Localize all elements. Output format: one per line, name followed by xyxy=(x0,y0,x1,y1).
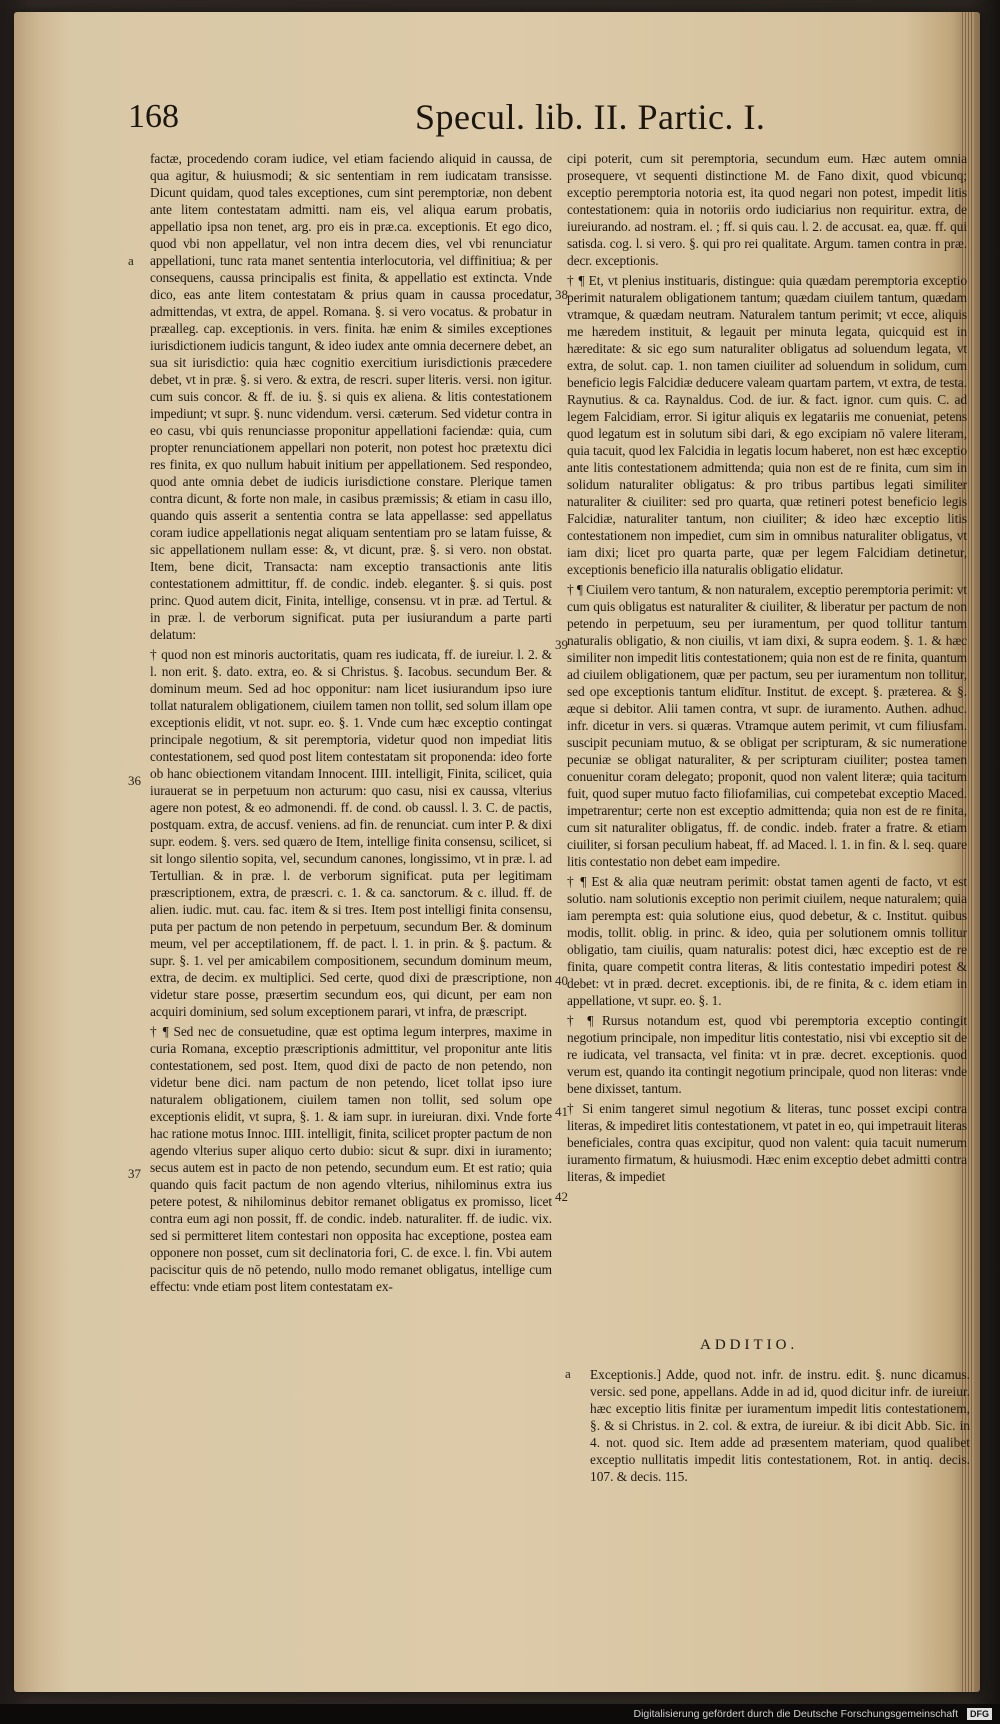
margin-number-41: 41 xyxy=(555,1104,568,1119)
right-paragraph: † ¶ Rursus notandum est, quod vbi peremptoria exceptio contingit negotium principale, non impeditur litis contestatio, nisi vbi exceptio sit de re iudicata, vel transacta, vel finita: vt in præ. decret. exceptionis. quod verum est, quando ita contingit negotium principale, quod non literas: vnde bene dixisset, tantum. xyxy=(567,1013,967,1096)
margin-number-38: 38 xyxy=(555,287,568,302)
additio-mark: a xyxy=(565,1366,571,1381)
margin-number-36: 36 xyxy=(128,773,141,788)
additio-text: Exceptionis.] Adde, quod not. infr. de instru. edit. §. nunc dicamus. versic. sed pone, appellans. Adde in ad id, quod dicitur infr. de iureiur. hæc exceptio litis finitæ per iuramentum impedit litis contestationem, §. & si Christus. in 2. col. & extra, de iureiur. & ibi dicit Abb. Sic. in 4. not. quod sic. Item adde ad præsentem materiam, quod qualibet exceptio nullitatis impedit litis contestationem, Rot. in antiq. decis. 107. & decis. 115. xyxy=(590,1367,970,1484)
right-paragraph: † Si enim tangeret simul negotium & literas, tunc posset excipi contra literas, & impediret litis contestationem, vt patet in eo, qui impetrauit literas beneficiales, contra quas excipitur, quod non valent: quia tacuit numerum iuramento firmatum, & huiusmodi. Hæc enim exceptio debet admitti contra literas, & impediet xyxy=(567,1101,967,1184)
right-paragraph: cipi poterit, cum sit peremptoria, secundum eum. Hæc autem omnia prosequere, vt sequenti distinctione M. de Fano dixit, quod vbicunq; exceptio peremptoria notoria est, ita quod negari non potest, impedit litis contestationem: quia in notoriis ordo iudiciarius non requiritur. extra, de iureiurando. ad nostram. el. ; ff. si quis cau. l. 2. de accusat. ea, quæ. ff. qui satisda. cog. l. si vero. §. qui pro rei qualitate. Argum. tamen contra in præ. decr. exceptionis. xyxy=(567,151,967,268)
margin-number-40: 40 xyxy=(555,973,568,988)
margin-number-42: 42 xyxy=(555,1189,568,1204)
left-paragraph: factæ, procedendo coram iudice, vel etiam faciendo aliquid in caussa, de qua agitur, & huiusmodi; & sic sententiam in rem iudicatam transisse. Dicunt quidam, quod tales exceptiones, cum sint peremptoriæ, non debent ante litem contestatam admitti. nam eis, vel aliqua earum probatis, appellatio ipsa non tenet, arg. pro eis in præ.ca. exceptionis. Et ego dico, quod vbi non appellatur, vel non intra decem dies, vel vbi renunciatur appellationi, tunc rata manet sententia interlocutoria, vel diffinitiua; & per consequens, caussa principalis est finita, & appellatio est extincta. Vnde dico, eas ante litem contestatam & prius quam in caussa procedatur, admittendas, vt extra, de appel. Romana. §. si vero vocatus. & probatur in præalleg. cap. exceptionis. in vers. finita. hæ enim & similes exceptiones iurisdictionem iudicis tangunt, & ideo iudex ante omnia decernere debet, an sua sit iurisdictio: quia hæc cognitio exercitium iurisdictionis præcedere debet, vt in præ. §. si vero. & extra, de rescri. super literis. versi. non igitur. cum suis concor. & ff. de iu. §. si quis ex aliena. & litis contestationem impediunt; vt supr. §. nunc videndum. versi. cæterum. Sed videtur contra in eo casu, vbi quis renunciasse proponitur appellationi faciendæ: quia, cum propter renunciationem appellari non poterit, non potest hoc prætextu dici res finita, ex quo nullum habuit initium per appellationem. Sed respondeo, quod ante omnia debet de iudicis iurisdictione constare. Plerique tamen contra dicunt, & forte non male, in casibus præmissis; & etiam in casu illo, quando quis asserit a sententia contra se lata appellasse: sed appellatus coram iudice appellationis negat aliquam sententiam pro se latam fuisse, & sic appellationem nullam esse: &, vt dicunt, præ. §. si vero. non obstat. Item, bene dicit, Transacta: nam exceptio transactionis ante litis contestationem admittitur, ff. de condic. indeb. eleganter. §. si quis. post princ. Quod autem dicit, Finita, intellige, consensu. vt in præ. ad Tertul. & in præ. l. de verborum significat. puta per iusiurandum a parte parti delatum: xyxy=(150,151,552,642)
margin-number-39: 39 xyxy=(555,637,568,652)
margin-note-a: a xyxy=(128,253,134,268)
left-paragraph: † quod non est minoris auctoritatis, quam res iudicata, ff. de iureiur. l. 2. & l. non erit. §. dato. extra, eo. & si Christus. §. Iacobus. secundum Ber. & dominum meum. Sed ad hoc opponitur: nam licet iusiurandum ipso iure tollat naturalem obligationem, ciuilem tamen non tollit, sed solum illam ope exceptionis elidit, vt not. supr. eo. §. 1. Vnde cum hæc exceptio contingat principale negotium, & sit peremptoria, videtur quod non impediat litis contestationem, sed quod post litem contestatam sit proponenda: ideo forte ob hanc obiectionem vitandam Innocent. IIII. intelligit, Finita, scilicet, quia iurauerat se in perpetuum non acturum: quo casu, nisi ex caussa, vlterius agere non potest, & eo admonendi. ff. de cond. ob caussl. l. 3. C. de pactis, postquam. extra, de accusf. veniens. ad fin. de renunciat. cum inter P. & dixi supr. eodem. §. vers. sed quæro de Item, intellige finita consensu, scilicet, si sit longo silentio sopita, vel, secundum canones, longissimo, vt in præ. l. ad Tertullian. & in præ. l. de verborum significat. puta per legitimam præscriptionem, extra, de præscri. c. 1. & ca. sanctorum. & c. illud. ff. de alien. iudic. mut. cau. fac. item & si tres. Item post intelligi finita consensu, puta per pactum de non petendo in perpetuum, secundum Ber. & dominum meum, vel per acceptilationem, ff. de pact. l. 1. in prin. & §. pactum. & supr. §. 1. vel per amicabilem compositionem, secundum dominum meum, extra, de decim. ex multiplici. Sed certe, quod dixi de præscriptione, non videtur stare posse, præsertim secundum eos, qui dicunt, per eam non acquiri dominium, sed solum exceptionem parari, vt infra, de præscript. xyxy=(150,647,552,1019)
additio-heading: ADDITIO. xyxy=(700,1337,799,1353)
margin-number-37: 37 xyxy=(128,1166,141,1181)
right-column xyxy=(567,150,967,1188)
left-column xyxy=(150,150,552,1298)
left-paragraph: † ¶ Sed nec de consuetudine, quæ est optima legum interpres, maxime in curia Romana, exceptio præscriptionis admittitur, vel proponitur ante litis contestationem, sed post. Item, quod dixi de pacto de non petendo, non videtur bene dici. nam pactum de non petendo, licet tollat ipso iure naturalem obligationem, ciuilem tamen non tollit, sed solum ope exceptionis elidit, vt supra, §. 1. & iam supr. in iureiuran. dixi. Vnde forte hac ratione motus Innoc. IIII. intelligit, finita, scilicet propter pactum de non agendo vlterius super aliquo certo dubio: sicut & supr. dixi in iuramento; secus autem est in pacto de non petendo, secundum eum. Et est ratio; quia quando quis facit pactum de non agendo vlterius, nihilominus extra ius petere potest, & nihilominus debitor remanet obligatus ex promisso, licet contra eum agi non possit, ff. de condic. indeb. naturaliter. ff. de iudic. vix. sed si permitteret litem contestari non opposita hac exceptione, postea eam opponere non posset, cum sit declinatoria fori, C. de exce. l. fin. Vbi autem paciscitur quis de nō petendo, nullo modo remanet obligatus, intellige cum effectu: vnde etiam post litem contestatam ex- xyxy=(150,1024,552,1294)
right-paragraph: † ¶ Est & alia quæ neutram perimit: obstat tamen agenti de facto, vt est solutio. nam solutionis exceptio non perimit ciuilem, neque naturalem; quia iam perempta est: quia solutione eius, quod debetur, & c. Institut. quibus modis, tollit. oblig. in princ. & ideo, quia per solutionem omnis tollitur obligatio, tam ciuilis, quam naturalis: potest dici, hæc exceptio est de re finita, quare competit contra literas, & litis contestatio impediri potest & debet: vt in præd. decret. exceptionis. ibi, de re finita, & c. idem etiam in appellatione, vt supr. eo. §. 1. xyxy=(567,874,967,1008)
right-paragraph: † ¶ Et, vt plenius instituaris, distingue: quia quædam peremptoria exceptio perimit naturalem obligationem tantum; quædam ciuilem tantum, quædam vtramque, & quædam neutram. Naturalem tantum perimit; vt ecce, aliquis me hæredem instituit, & legauit per minuta legata, quicquid est in hæreditate: & sic ego sum naturaliter obligatus ad soluendum legata, vt extra, de solut. cap. 1. non tamen ciuiliter ad soluendum in solidum, cum beneficio legis Falcidiæ deducere valeam quartam partem, vt extra, de testa. Raynutius. & ca. Raynaldus. Cod. de iur. & fact. ignor. cum quis. C. ad legem Falcidiam, error. Si igitur aliquis ex legatariis me conueniat, petens quod legatum est in solutum sibi dari, & ego excipiam nō valere literam, quia tacuit, quod lex Falcidia in legatis locum haberet, non est hæc exceptio ante litis contestationem admittenda; quia non est de re finita, cum sim in solidum naturaliter obligatus: & pro tribus partibus legati similiter naturaliter & ciuiliter: sed pro quarta, quæ retineri potest beneficio legis Falcidiæ, naturaliter tantum, non ciuiliter; & ideo hæc exceptio litis contestationem non impediet, cum sim in omnibus naturaliter obligatus, vt iam dixi; licet pro quarta parte, quæ per legem Falcidiam detinetur, exceptionis beneficio illa naturalis obligatio elidatur. xyxy=(567,273,967,577)
dfg-logo: DFG xyxy=(967,1708,992,1720)
right-paragraph: † ¶ Ciuilem vero tantum, & non naturalem, exceptio peremptoria perimit: vt cum quis obligatus est naturaliter & ciuiliter, & liberatur per pactum de non petendo in perpetuum, seu per iuramentum, per quod tollitur tantum naturalis obligatio, & non ciuilis, vt iam dixi, & supra eodem. §. 1. & hæc similiter non impedit litis contestationem; quia non est de re finita, quantum ad ciuilem obligationem, quæ per pactum, seu per iuramentum non tollitur, sed ope exceptionis tantum elidītur. Institut. de except. §. præterea. & §. æque si debitor. Alii tamen contra, vt supr. de iuramento. Authen. adhuc. infr. dicetur in vers. si quæras. Vtramque autem perimit, vt cum filiusfam. suscipit pecuniam mutuo, & se obligat per scripturam, & sic numeratione pecuniæ se obligat naturaliter, & per scripturam ciuiliter; postea tamen conuenitur coram delegato; proponit, quod non valent literæ; quia tacitum fuit, quod super mutuo facto filiofamilias, cui competebat exceptio Maced. impetrarentur; certe non est exceptio admittenda; quia non est de re finita, cum sit naturaliter obligatus, ff. de condic. indeb. frater a fratre. & etiam ciuiliter, si forsan peculium habeat, ff. ad Maced. l. 1. in fin. & l. seq. quare litis contestatio non debet eam impedire. xyxy=(567,582,967,869)
page-number: 168 xyxy=(128,98,179,135)
footer-credit: Digitalisierung gefördert durch die Deutsche Forschungsgemeinschaft xyxy=(633,1708,958,1720)
running-title: Specul. lib. II. Partic. I. xyxy=(415,97,766,137)
digitization-footer xyxy=(0,1704,1000,1724)
